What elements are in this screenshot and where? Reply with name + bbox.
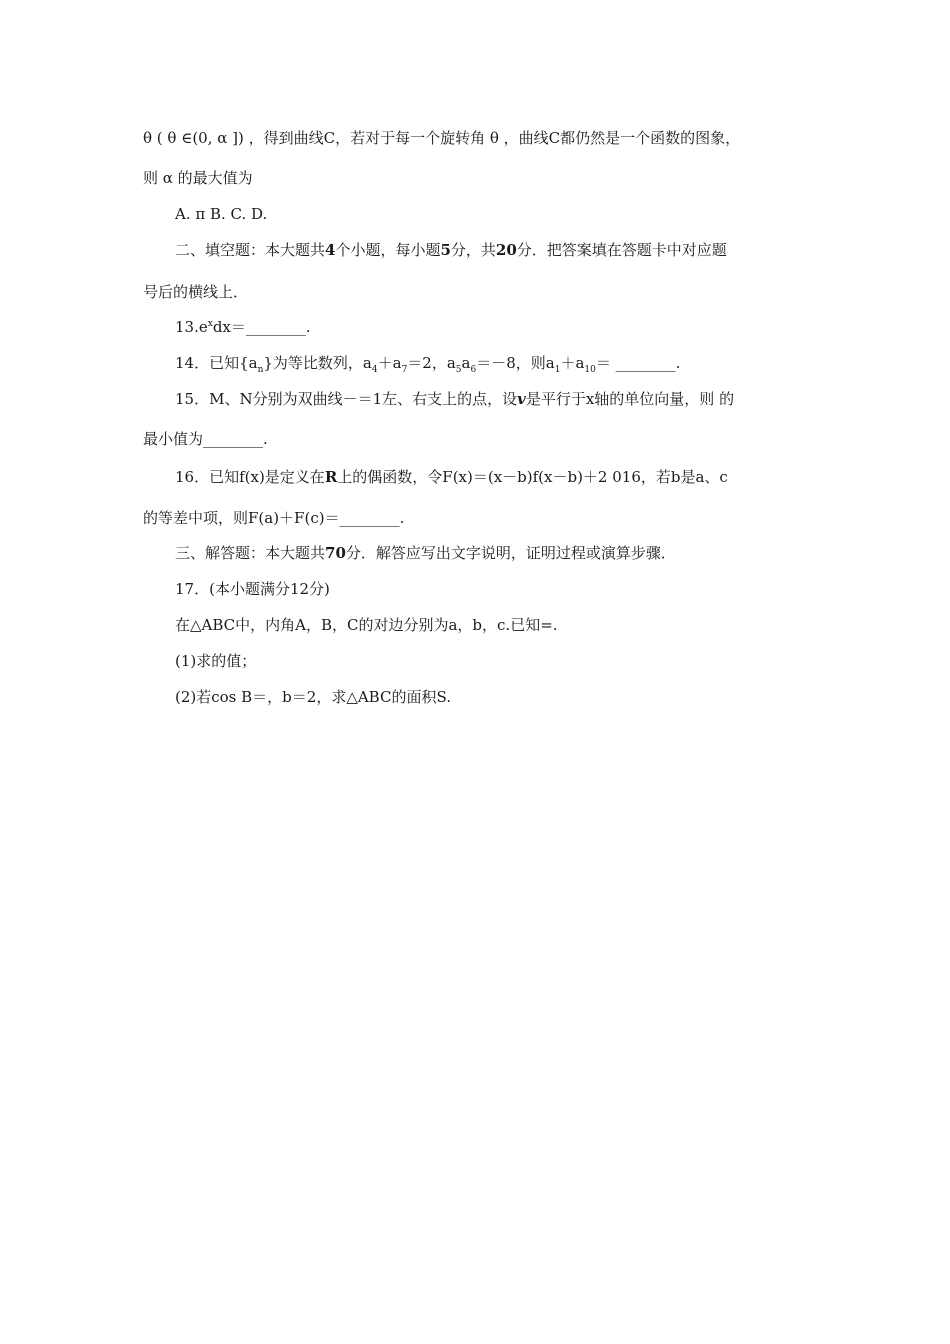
q12-line1: θ ( θ ∈(0, α ]) ，得到曲线C，若对于每一个旋转角 θ ，曲线C都仍然是一个函数的图象， — [143, 129, 741, 147]
q17-part1: (1)求的值； — [175, 652, 257, 670]
q15-line2: 最小值为________. — [143, 430, 268, 448]
q16-line2: 的等差中项，则F(a)＋F(c)＝________. — [143, 509, 405, 527]
q16-line1: 16．已知f(x)是定义在R上的偶函数，令F(x)＝(x－b)f(x－b)＋2 016，若b是a、c — [175, 468, 728, 486]
section2-heading-line2: 号后的横线上． — [143, 283, 249, 301]
q14: 14．已知$\{a_n\}$为等比数列，$a_4+a_7=2$，$a_5a_6=-8$，则$a_1+a_{10}=$ ________. — [175, 354, 681, 375]
q17-header: 17．(本小题满分12分) — [175, 580, 330, 598]
q17-part2: (2)若cos B＝，b＝2，求△ABC的面积S. — [175, 688, 451, 706]
section3-heading: 三、解答题：本大题共70分．解答应写出文字说明，证明过程或演算步骤． — [175, 544, 676, 562]
q12-line2: 则 α 的最大值为 — [143, 169, 253, 187]
q13: $13.e^xdx=\_\_\_\_\_\_\_\_$. — [175, 318, 311, 336]
section2-heading: 二、填空题：本大题共4个小题，每小题5分，共20分．把答案填在答题卡中对应题 — [175, 241, 727, 259]
q17-stem: 在△ABC中，内角A，B，C的对边分别为a，b，c.已知=. — [175, 616, 558, 634]
q12-options: A. π B. C. D. — [175, 205, 268, 223]
q15-line1: 15．M、N分别为双曲线－＝1左、右支上的点，设v是平行于x轴的单位向量，则 的 — [175, 390, 735, 408]
